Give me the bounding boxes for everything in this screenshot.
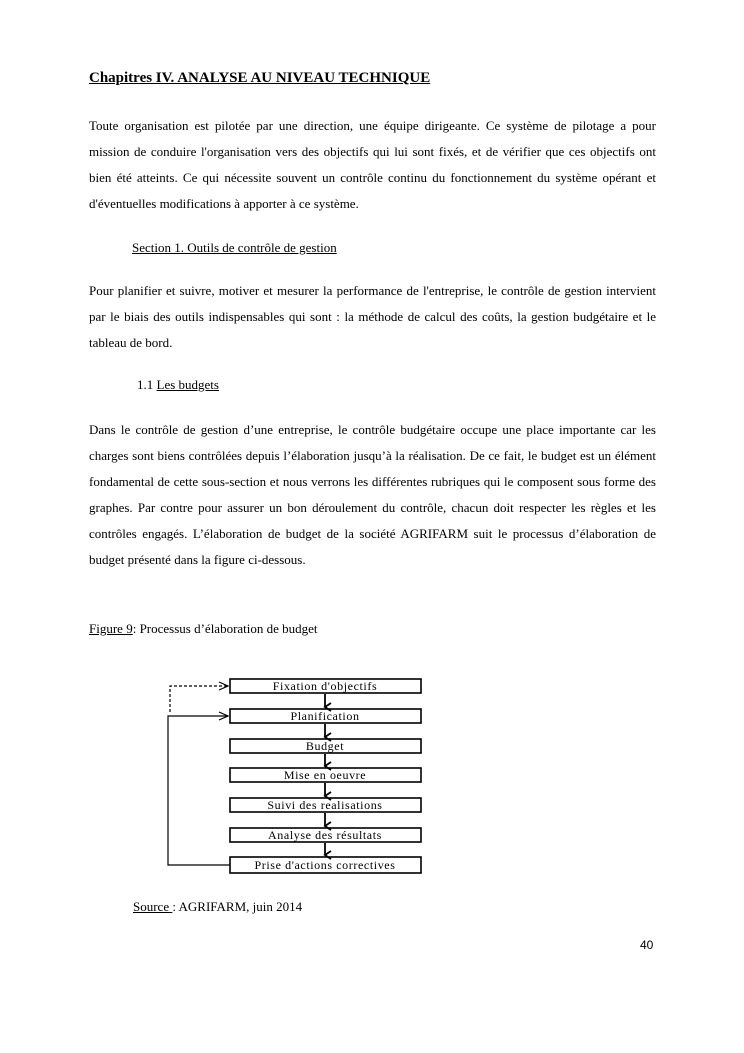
page-number: 40 [640,938,654,952]
section-title: Section 1. Outils de contrôle de gestion [132,240,337,255]
section-paragraph: Pour planifier et suivre, motiver et mesurer la performance de l'entreprise, le contrôle de gestion intervient par le biais des outils indispensables qui sont : la méthode de calcul des coûts, la gestion budgétaire et le tableau de bord. [89,283,656,350]
step-box-5 [230,798,421,812]
intro-paragraph: Toute organisation est pilotée par une direction, une équipe dirigeante. Ce système de pilotage a pour mission de conduire l'organisation vers des objectifs qui lui sont fixés, et de vérifier que ces objectifs ont bien été atteints. Ce qui nécessite souvent un contrôle continu du fonctionnement du système opérant et d'éventuelles modifications à apporter à ce système. [89,118,656,211]
step-label-planification: Planification [290,709,360,723]
step-label-suivi: Suivi des realisations [267,798,383,812]
subsection-paragraph: Dans le contrôle de gestion d’une entreprise, le contrôle budgétaire occupe une place importante car les charges sont biens contrôlées depuis l’élaboration jusqu’à la réalisation. De ce fait, le budget est un élément fondamental de cette sous-section et nous verrons les différentes rubriques qui le composent sous forme des graphes. Par contre pour assurer un bon déroulement du contrôle, chacun doit respecter les règles et les contrôles engagés. L’élaboration de budget de la société AGRIFARM suit le processus d’élaboration de budget présenté dans la figure ci-dessous. [89,422,656,567]
chapter-title: Chapitres IV. ANALYSE AU NIVEAU TECHNIQUE [89,70,431,86]
step-label-budget: Budget [305,739,345,753]
step-box-6 [230,828,421,842]
feedback-loop-arrow [168,716,230,865]
step-box-1 [230,679,421,693]
figure-label: Figure 9 [89,621,133,636]
subsection-title: Les budgets [156,377,219,392]
source-label: Source [133,899,173,914]
subsection-number: 1.1 [137,377,154,392]
step-box-3 [230,739,421,753]
figure-caption-text: : Processus d’élaboration de budget [132,621,318,636]
figure-source [133,897,302,917]
step-box-7 [230,857,421,873]
step-label-mise-en-oeuvre: Mise en oeuvre [283,768,367,782]
step-box-4 [230,768,421,782]
dashed-feedback-arrow [170,686,228,712]
source-text: : AGRIFARM, juin 2014 [172,899,303,914]
step-label-fixation: Fixation d'objectifs [272,679,378,693]
step-label-actions-correctives: Prise d'actions correctives [254,858,396,872]
step-box-2 [230,709,421,723]
step-label-analyse: Analyse des résultats [268,828,382,842]
